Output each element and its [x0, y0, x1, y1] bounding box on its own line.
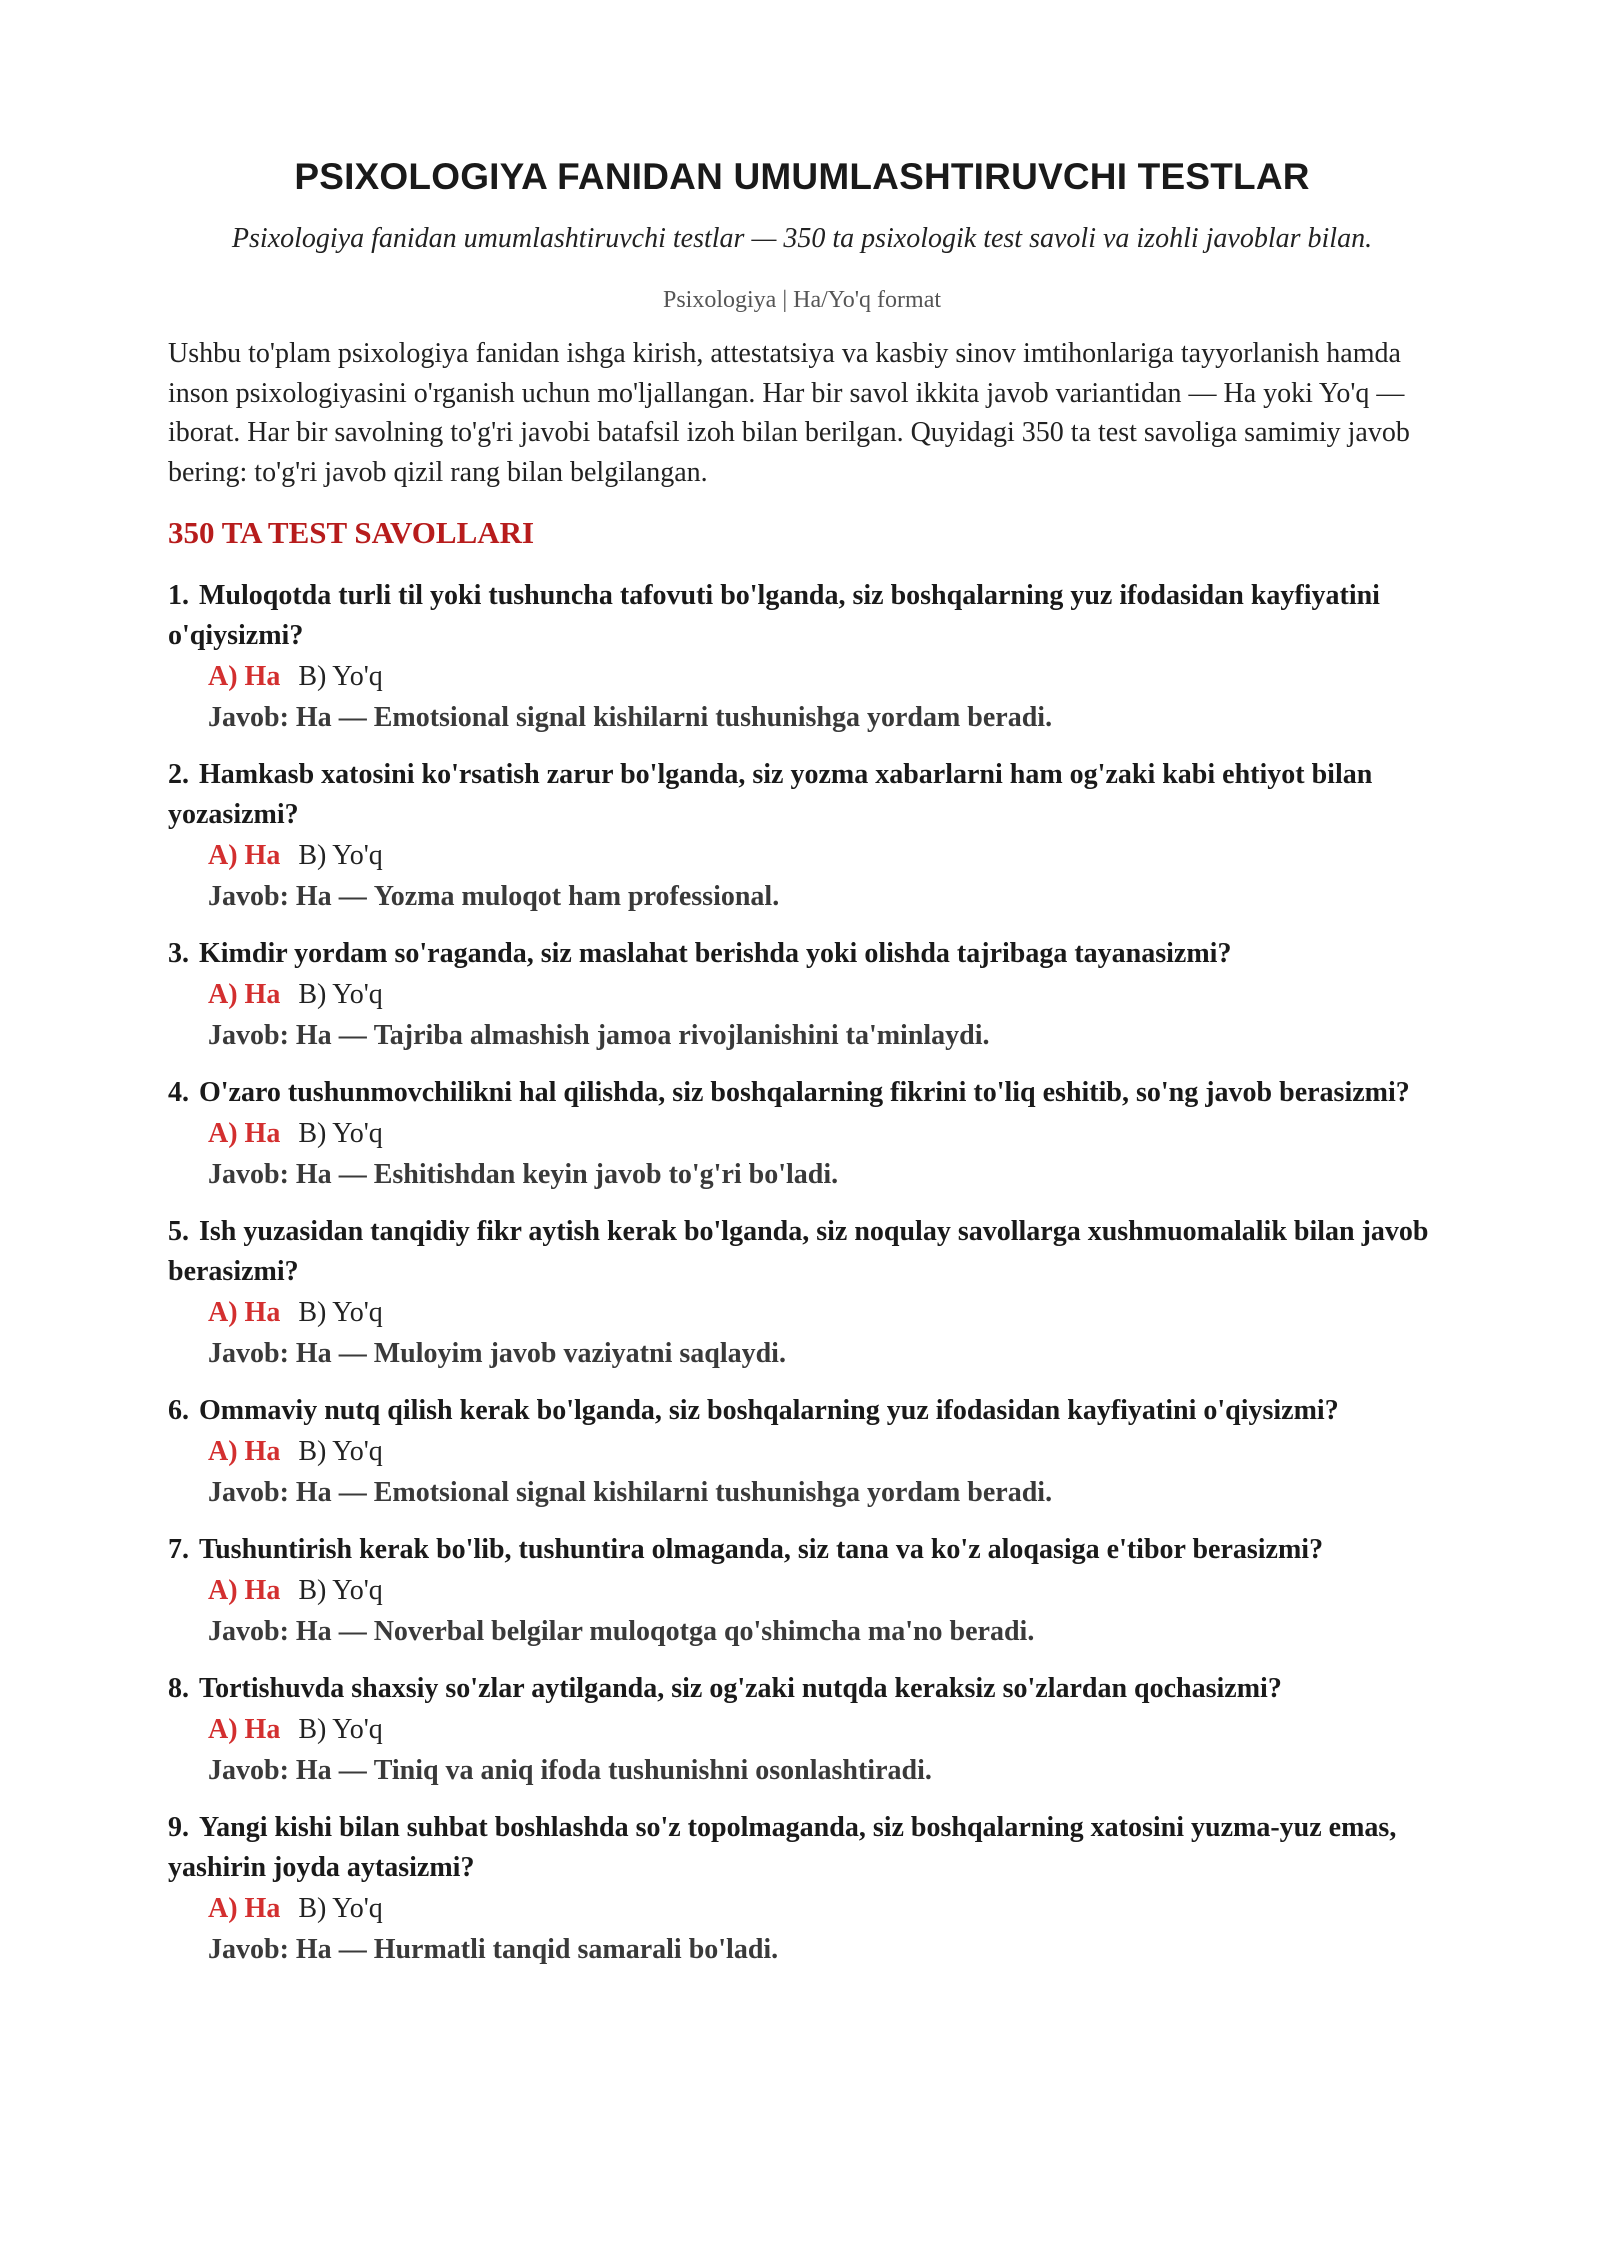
question-item — [168, 755, 1436, 917]
answer-options — [168, 1570, 1436, 1611]
answer-explanation: Noverbal belgilar muloqotga qo'shimcha ma'no beradi. — [373, 1616, 1035, 1647]
answer-label: Javob: Ha — [208, 702, 332, 733]
answer-dash: — — [338, 881, 367, 912]
option-b: B) Yo'q — [298, 979, 383, 1010]
option-a: A) Ha — [208, 979, 281, 1010]
question-number: 8. — [168, 1673, 189, 1704]
answer-dash: — — [338, 1159, 367, 1190]
option-a: A) Ha — [208, 1297, 281, 1328]
answer-options — [168, 1113, 1436, 1154]
question-text-line — [168, 1073, 1436, 1113]
answer-line — [168, 1611, 1436, 1652]
option-b: B) Yo'q — [298, 840, 383, 871]
answer-options — [168, 1431, 1436, 1472]
intro-paragraph: Ushbu to'plam psixologiya fanidan ishga kirish, attestatsiya va kasbiy sinov imtihonlariga tayyorlanish hamda inson psixologiyasini o'rganish uchun mo'ljallangan. Har bir savol ikkita javob variantidan — Ha yoki Yo'q — iborat. Har bir savolning to'g'ri javobi batafsil izoh bilan berilgan. Quyidagi 350 ta test savoliga samimiy javob bering: to'g'ri javob qizil rang bilan belgilangan. — [168, 338, 1410, 488]
question-number: 1. — [168, 580, 189, 611]
question-text: Muloqotda turli til yoki tushuncha tafovuti bo'lganda, siz boshqalarning yuz ifodasidan kayfiyatini o'qiysizmi? — [168, 580, 1380, 651]
option-b: B) Yo'q — [298, 1436, 383, 1467]
option-a: A) Ha — [208, 1893, 281, 1924]
option-b: B) Yo'q — [298, 1118, 383, 1149]
option-a: A) Ha — [208, 1118, 281, 1149]
answer-explanation: Tajriba almashish jamoa rivojlanishini ta'minlaydi. — [373, 1020, 990, 1051]
answer-label: Javob: Ha — [208, 1477, 332, 1508]
question-number: 5. — [168, 1216, 189, 1247]
document-meta: Psixologiya | Ha/Yo'q format — [662, 287, 942, 313]
option-a: A) Ha — [208, 1714, 281, 1745]
answer-options — [168, 1292, 1436, 1333]
question-text-line — [168, 576, 1436, 656]
answer-options — [168, 1709, 1436, 1750]
answer-explanation: Eshitishdan keyin javob to'g'ri bo'ladi. — [373, 1159, 839, 1190]
question-number: 3. — [168, 938, 189, 969]
question-text-line — [168, 755, 1436, 835]
question-text-line — [168, 934, 1436, 974]
question-item — [168, 1530, 1436, 1652]
option-a: A) Ha — [208, 661, 281, 692]
question-item — [168, 1212, 1436, 1374]
answer-options — [168, 974, 1436, 1015]
answer-line — [168, 1333, 1436, 1374]
option-b: B) Yo'q — [298, 1575, 383, 1606]
question-list — [168, 576, 1436, 1970]
answer-label: Javob: Ha — [208, 1159, 332, 1190]
question-text: Tortishuvda shaxsiy so'zlar aytilganda, siz og'zaki nutqda keraksiz so'zlardan qochasizmi? — [199, 1673, 1282, 1704]
question-text-line — [168, 1530, 1436, 1570]
answer-dash: — — [338, 1477, 367, 1508]
answer-dash: — — [338, 1616, 367, 1647]
question-text: Ommaviy nutq qilish kerak bo'lganda, siz boshqalarning yuz ifodasidan kayfiyatini o'qiysizmi? — [199, 1395, 1339, 1426]
answer-explanation: Emotsional signal kishilarni tushunishga yordam beradi. — [373, 1477, 1053, 1508]
question-text: O'zaro tushunmovchilikni hal qilishda, siz boshqalarning fikrini to'liq eshitib, so'ng javob berasizmi? — [199, 1077, 1410, 1108]
option-b: B) Yo'q — [298, 1714, 383, 1745]
answer-label: Javob: Ha — [208, 1934, 332, 1965]
answer-label: Javob: Ha — [208, 1755, 332, 1786]
question-item — [168, 576, 1436, 738]
question-item — [168, 1808, 1436, 1970]
option-a: A) Ha — [208, 1436, 281, 1467]
question-text: Hamkasb xatosini ko'rsatish zarur bo'lganda, siz yozma xabarlarni ham og'zaki kabi ehtiyot bilan yozasizmi? — [168, 759, 1373, 830]
document-page — [168, 0, 1436, 1987]
answer-explanation: Tiniq va aniq ifoda tushunishni osonlashtiradi. — [373, 1755, 932, 1786]
question-number: 7. — [168, 1534, 189, 1565]
answer-dash: — — [338, 1338, 367, 1369]
answer-label: Javob: Ha — [208, 881, 332, 912]
question-item — [168, 1391, 1436, 1513]
question-text: Tushuntirish kerak bo'lib, tushuntira olmaganda, siz tana va ko'z aloqasiga e'tibor berasizmi? — [199, 1534, 1324, 1565]
document-subtitle: Psixologiya fanidan umumlashtiruvchi testlar — 350 ta psixologik test savoli va izohli javoblar bilan. — [231, 223, 1373, 254]
question-number: 4. — [168, 1077, 189, 1108]
answer-dash: — — [338, 1934, 367, 1965]
question-text-line — [168, 1212, 1436, 1292]
question-number: 2. — [168, 759, 189, 790]
question-number: 9. — [168, 1812, 189, 1843]
option-b: B) Yo'q — [298, 661, 383, 692]
answer-explanation: Emotsional signal kishilarni tushunishga yordam beradi. — [373, 702, 1053, 733]
answer-dash: — — [338, 702, 367, 733]
question-item — [168, 1669, 1436, 1791]
option-b: B) Yo'q — [298, 1297, 383, 1328]
section-heading: 350 TA TEST SAVOLLARI — [168, 515, 535, 550]
question-text: Ish yuzasidan tanqidiy fikr aytish kerak bo'lganda, siz noqulay savollarga xushmuomalalik bilan javob berasizmi? — [168, 1216, 1429, 1287]
answer-options — [168, 1888, 1436, 1929]
answer-label: Javob: Ha — [208, 1020, 332, 1051]
answer-line — [168, 1750, 1436, 1791]
question-text-line — [168, 1808, 1436, 1888]
question-item — [168, 1073, 1436, 1195]
answer-explanation: Hurmatli tanqid samarali bo'ladi. — [373, 1934, 779, 1965]
answer-line — [168, 876, 1436, 917]
answer-line — [168, 1929, 1436, 1970]
option-b: B) Yo'q — [298, 1893, 383, 1924]
answer-dash: — — [338, 1755, 367, 1786]
question-text: Kimdir yordam so'raganda, siz maslahat berishda yoki olishda tajribaga tayanasizmi? — [199, 938, 1232, 969]
answer-line — [168, 1472, 1436, 1513]
question-item — [168, 934, 1436, 1056]
answer-options — [168, 835, 1436, 876]
answer-explanation: Muloyim javob vaziyatni saqlaydi. — [373, 1338, 786, 1369]
question-text-line — [168, 1391, 1436, 1431]
answer-line — [168, 1015, 1436, 1056]
question-text: Yangi kishi bilan suhbat boshlashda so'z topolmaganda, siz boshqalarning xatosini yuzma-yuz emas, yashirin joyda aytasizmi? — [168, 1812, 1397, 1883]
question-number: 6. — [168, 1395, 189, 1426]
answer-options — [168, 656, 1436, 697]
option-a: A) Ha — [208, 1575, 281, 1606]
answer-line — [168, 697, 1436, 738]
answer-label: Javob: Ha — [208, 1338, 332, 1369]
answer-label: Javob: Ha — [208, 1616, 332, 1647]
document-title: PSIXOLOGIYA FANIDAN UMUMLASHTIRUVCHI TESTLAR — [294, 156, 1310, 197]
option-a: A) Ha — [208, 840, 281, 871]
answer-explanation: Yozma muloqot ham professional. — [373, 881, 780, 912]
answer-dash: — — [338, 1020, 367, 1051]
answer-line — [168, 1154, 1436, 1195]
question-text-line — [168, 1669, 1436, 1709]
